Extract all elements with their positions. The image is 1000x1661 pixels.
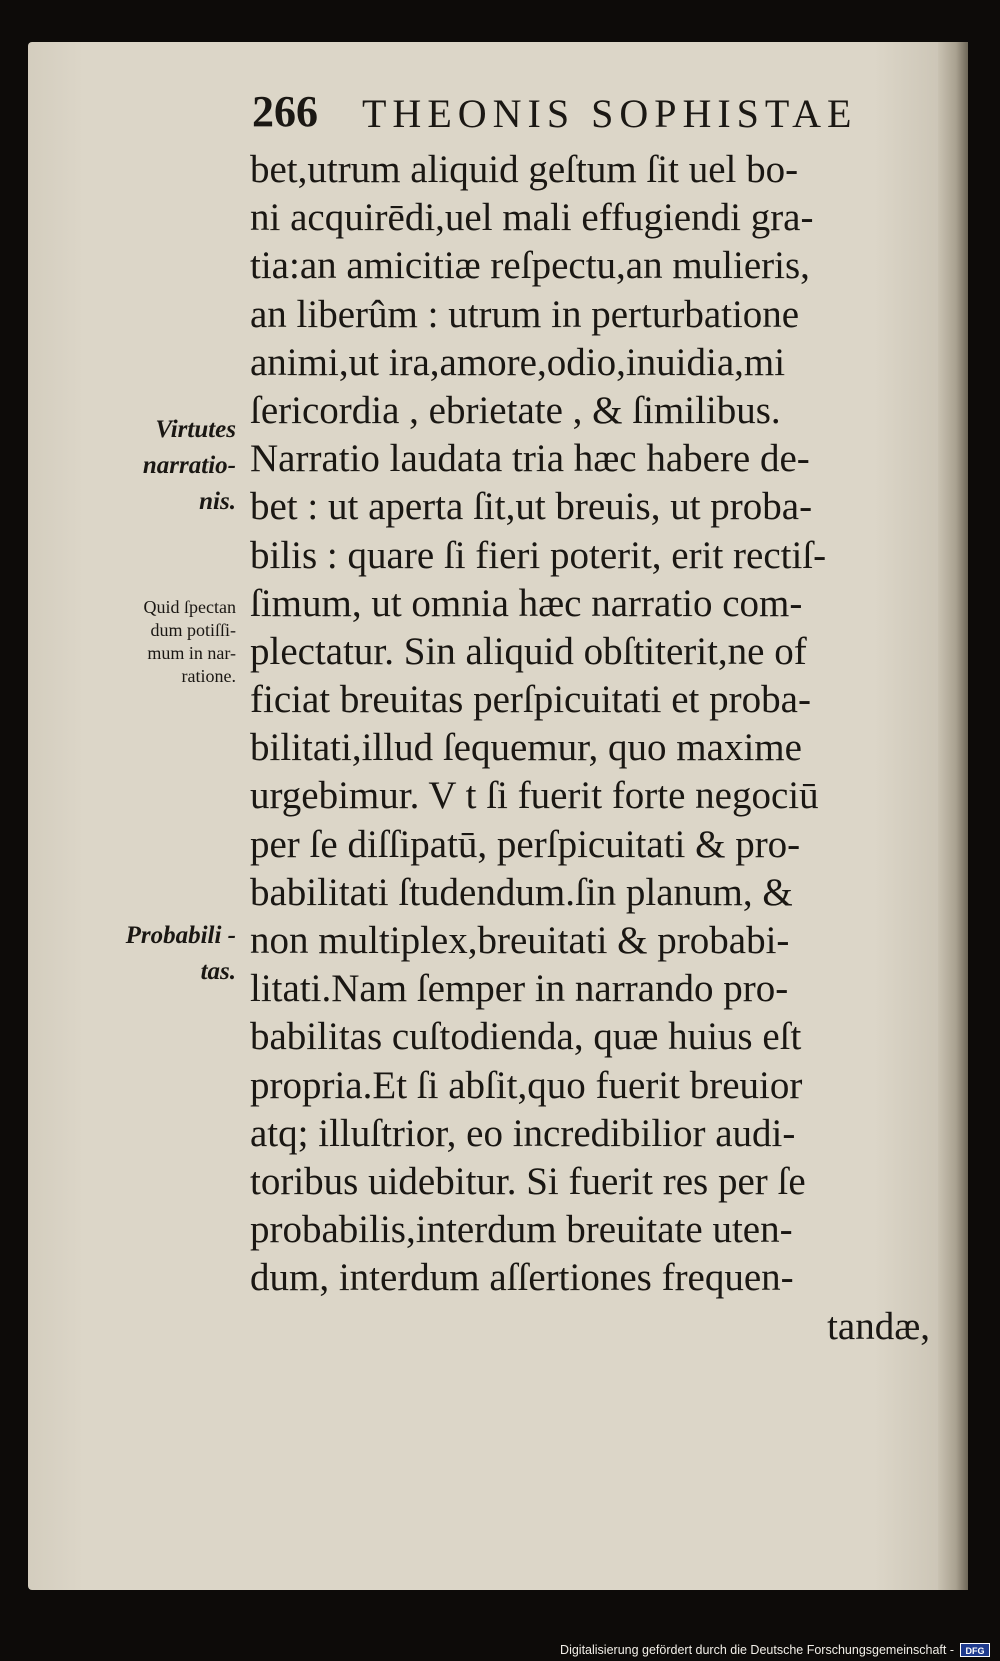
text-line: bet : ut aperta ſit,ut breuis, ut proba- [250,485,813,529]
text-line: an liberûm : utrum in perturbatione [250,292,800,336]
text-line: tia:an amicitiæ reſpectu,an mulieris, [250,244,810,288]
text-line: ficiat breuitas perſpicuitati et proba- [250,678,811,722]
text-line: bilitati,illud ſequemur, quo maxime [250,726,802,770]
footer-text: Digitalisierung gefördert durch die Deutsche Forschungsgemeinschaft - [560,1643,954,1657]
text-line: atq; illuſtrior, eo incredibilior audi- [250,1111,796,1155]
text-line: non multiplex,breuitati & probabi- [250,919,790,962]
text-line: probabilis,interdum breuitate uten- [250,1208,793,1252]
text-line: ni acquirēdi,uel mali effugiendi gra- [250,196,814,240]
page-number: 266 [252,87,318,136]
running-title: THEONIS SOPHISTAE [362,91,858,136]
margin-note-quid-spectandum: Quid ſpectan dum potiſſi- mum in nar- ratione. [143,597,236,686]
text-line: litati.Nam ſemper in narrando pro- [250,967,789,1011]
margin-note-probabilitas: Probabili - tas. [125,922,236,985]
margin-note-virtutes: Virtutes narratio- nis. [142,416,236,515]
text-line: urgebimur. V t ſi fuerit forte negociū [250,774,819,818]
running-head [252,86,912,142]
text-line: Narratio laudata tria hæc habere de- [250,437,810,481]
text-line: animi,ut ira,amore,odio,inuidia,mi [250,340,786,384]
text-line: bilis : quare ſi fieri poterit, erit rectiſ- [250,533,827,577]
book-page [28,42,968,1590]
text-line: babilitas cuſtodienda, quæ huius eſt [250,1015,802,1059]
text-line: ſericordia , ebrietate , & ſimilibus. [250,388,781,432]
text-line: propria.Et ſi abſit,quo fuerit breuior [250,1063,803,1107]
text-line: bet,utrum aliquid geſtum ſit uel bo- [250,148,799,191]
text-line: per ſe diſſipatū, perſpicuitati & pro- [250,822,801,866]
text-line: dum, interdum aſſertiones frequen- [250,1256,794,1300]
text-line: ſimum, ut omnia hæc narratio com- [250,581,803,625]
text-line: toribus uidebitur. Si fuerit res per ſe [250,1159,806,1203]
text-line: babilitati ſtudendum.ſin planum, & [250,870,793,914]
catchword: tandæ, [827,1304,930,1348]
page-edge-shadow [938,42,968,1590]
dfg-logo-icon: DFG [960,1643,990,1657]
text-line: plectatur. Sin aliquid obſtiterit,ne of [250,629,807,673]
body-text [250,146,930,1351]
digitization-footer [0,1639,1000,1661]
